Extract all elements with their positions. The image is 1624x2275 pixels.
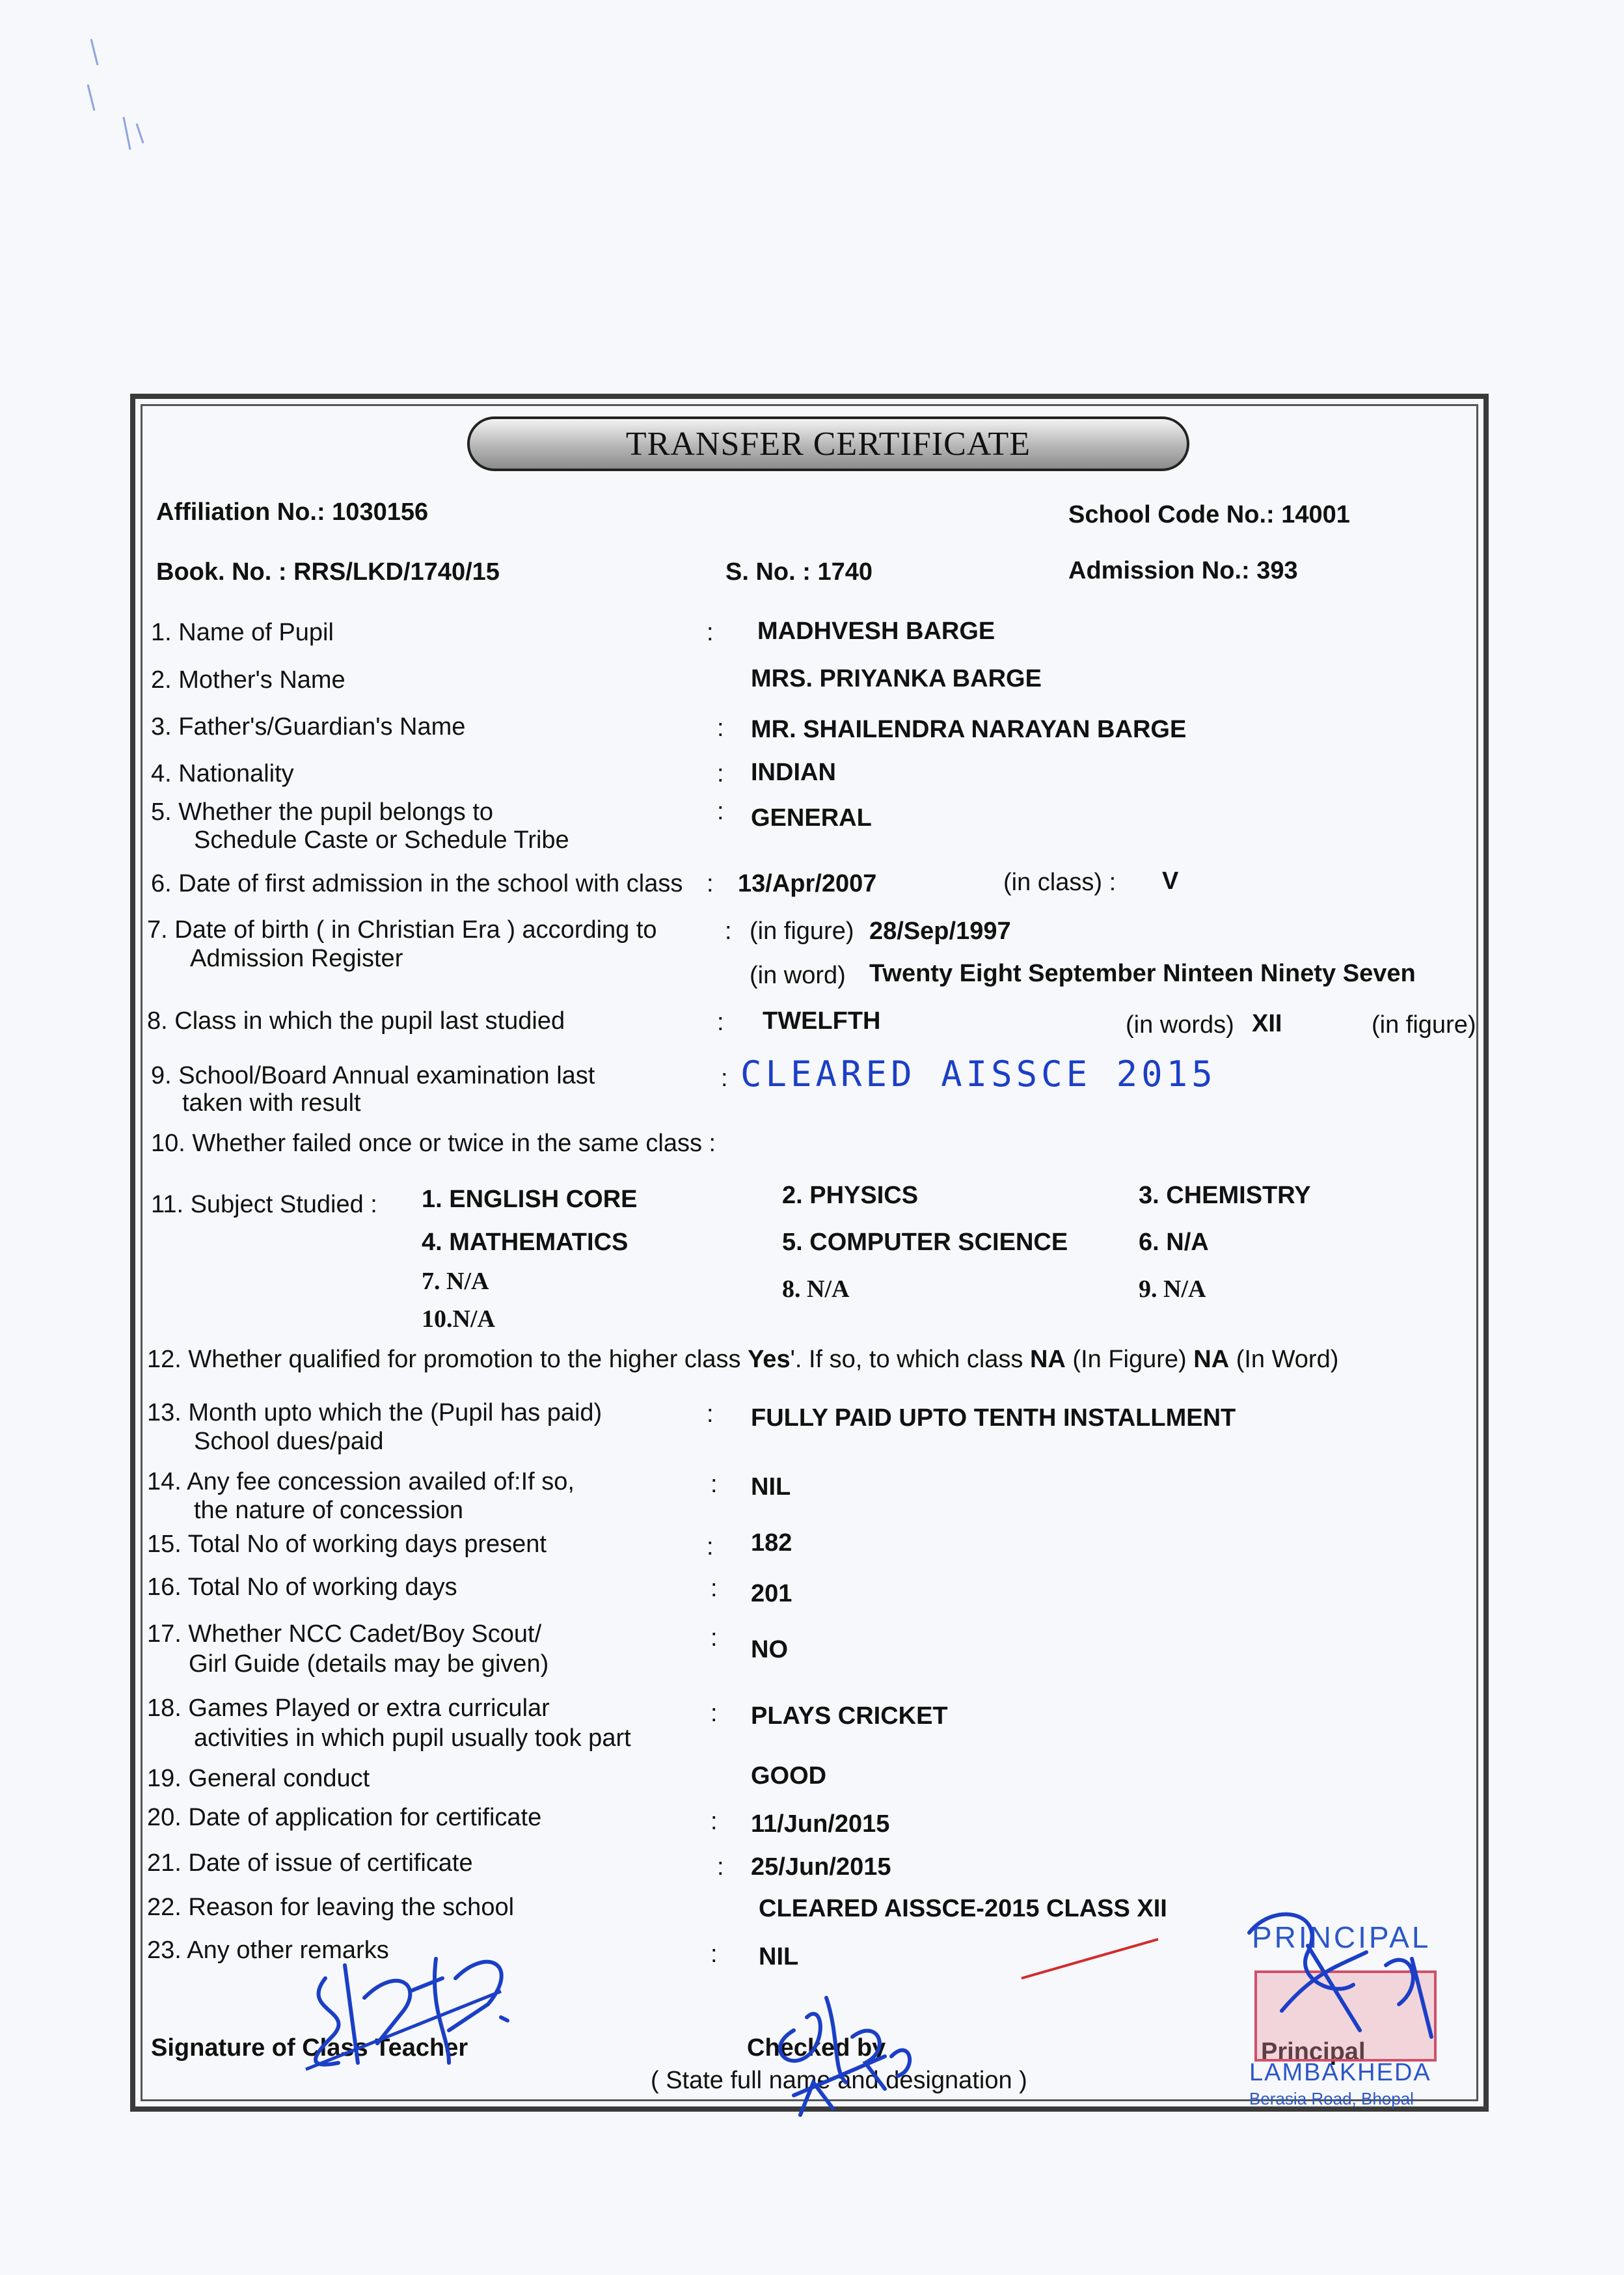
field-reason-label: 22. Reason for leaving the school [147,1894,515,1921]
field-promotion-class-figure: NA [1029,1346,1066,1373]
field-working-days-value: 201 [751,1580,792,1607]
subject-2: 2. PHYSICS [782,1182,919,1209]
field-mothers-name-label: 2. Mother's Name [151,666,345,694]
field-dob-figure-value: 28/Sep/1997 [869,918,1011,945]
field-first-admission-label: 6. Date of first admission in the school with class [151,870,683,897]
colon: : [710,1471,718,1498]
field-last-class-label: 8. Class in which the pupil last studied [147,1007,565,1035]
certificate-title: TRANSFER CERTIFICATE [625,425,1031,463]
class-teacher-signature-label: Signature of Class Teacher [151,2034,468,2062]
field-last-class-figure-value: XII [1252,1010,1282,1037]
field-ncc-label-line2: Girl Guide (details may be given) [189,1650,549,1678]
state-full-name-note: ( State full name and designation ) [651,2067,1027,2094]
field-dob-word-value: Twenty Eight September Ninteen Ninety Seven [869,960,1416,987]
field-promotion-class-word: NA [1193,1346,1230,1373]
colon: : [710,1808,718,1835]
field-first-admission-date: 13/Apr/2007 [738,870,877,897]
checked-by-signature [755,1978,924,2128]
school-code-number: School Code No.: 14001 [1068,501,1350,528]
colon: : [717,1853,724,1881]
colon: : [717,760,724,787]
field-promotion-text-c: (In Figure) [1065,1346,1194,1373]
affiliation-number: Affiliation No.: 1030156 [156,498,429,526]
stamp-school-name: LAMBAKHEDA [1249,2059,1431,2086]
book-number: Book. No. : RRS/LKD/1740/15 [156,558,500,586]
colon: : [710,1941,718,1968]
field-exam-label-line1: 9. School/Board Annual examination last [151,1062,595,1089]
subject-6: 6. N/A [1139,1229,1209,1256]
field-dues-label-line1: 13. Month upto which the (Pupil has paid) [147,1399,602,1426]
field-activities-label-line2: activities in which pupil usually took part [194,1724,631,1752]
field-promotion-text-b: '. If so, to which class [790,1346,1030,1373]
subject-1: 1. ENGLISH CORE [422,1186,638,1213]
field-mothers-name-value: MRS. PRIYANKA BARGE [751,665,1042,692]
field-activities-label-line1: 18. Games Played or extra curricular [147,1695,550,1722]
colon: : [710,1575,718,1602]
field-conduct-label: 19. General conduct [147,1765,370,1792]
margin-ink-marks [72,26,163,156]
field-concession-label-line1: 14. Any fee concession availed of:If so, [147,1468,575,1495]
field-exam-result-handwritten: CLEARED AISSCE 2015 [740,1054,1217,1095]
colon: : [717,798,724,825]
field-last-class-words-value: TWELFTH [763,1007,881,1035]
field-dues-value: FULLY PAID UPTO TENTH INSTALLMENT [751,1404,1236,1432]
field-exam-label-line2: taken with result [182,1089,361,1117]
checked-by-label: Checked by [747,2034,886,2062]
field-days-present-label: 15. Total No of working days present [147,1531,547,1558]
field-name-of-pupil-value: MADHVESH BARGE [757,618,995,645]
field-promotion-text-a: 12. Whether qualified for promotion to the higher class [147,1346,748,1373]
field-application-date-value: 11/Jun/2015 [751,1810,890,1838]
subject-5: 5. COMPUTER SCIENCE [782,1229,1068,1256]
title-banner [467,416,1189,471]
principal-signature [1236,1907,1457,2063]
field-remarks-value: NIL [759,1943,799,1970]
field-name-of-pupil-label: 1. Name of Pupil [151,619,334,646]
field-last-class-figure-label: (in figure) [1372,1011,1476,1039]
colon: : [725,918,732,945]
principal-label: Principal [1261,2038,1366,2065]
serial-number: S. No. : 1740 [725,558,873,586]
field-application-date-label: 20. Date of application for certificate [147,1804,542,1831]
field-fathers-name-value: MR. SHAILENDRA NARAYAN BARGE [751,716,1187,743]
subject-9: 9. N/A [1139,1275,1206,1303]
field-first-admission-class-value: V [1162,867,1179,895]
field-failed-label: 10. Whether failed once or twice in the same class : [151,1130,716,1157]
field-dues-label-line2: School dues/paid [194,1428,384,1455]
colon: : [707,1533,714,1560]
class-teacher-signature [286,1939,534,2082]
colon: : [710,1624,718,1652]
field-ncc-label-line1: 17. Whether NCC Cadet/Boy Scout/ [147,1620,542,1648]
field-promotion-text-d: (In Word) [1229,1346,1339,1373]
colon: : [717,1009,724,1036]
subject-10: 10.N/A [422,1305,495,1333]
field-promotion-line [147,1346,1338,1374]
subject-4: 4. MATHEMATICS [422,1229,629,1256]
field-concession-label-line2: the nature of concession [194,1497,464,1524]
field-days-present-value: 182 [751,1529,792,1557]
field-activities-value: PLAYS CRICKET [751,1702,948,1730]
colon: : [710,1700,718,1727]
field-fathers-name-label: 3. Father's/Guardian's Name [151,713,466,741]
field-dob-label-line1: 7. Date of birth ( in Christian Era ) according to [147,916,657,944]
field-working-days-label: 16. Total No of working days [147,1573,457,1601]
field-first-admission-class-label: (in class) : [1003,869,1116,896]
field-dob-word-label: (in word) [750,962,846,989]
field-ncc-value: NO [751,1636,788,1663]
field-remarks-label: 23. Any other remarks [147,1937,389,1964]
field-conduct-value: GOOD [751,1762,827,1790]
colon: : [707,1400,714,1428]
field-caste-label-line2: Schedule Caste or Schedule Tribe [194,826,569,854]
field-dob-label-line2: Admission Register [190,945,403,972]
stamp-principal-text: PRINCIPAL [1252,1920,1431,1954]
field-concession-value: NIL [751,1473,791,1501]
field-last-class-words-label: (in words) [1126,1011,1234,1039]
colon: : [707,619,714,646]
field-reason-value: CLEARED AISSCE-2015 CLASS XII [759,1895,1167,1922]
field-issue-date-value: 25/Jun/2015 [751,1853,891,1881]
admission-number: Admission No.: 393 [1068,557,1298,584]
red-pen-mark [1015,1933,1171,1985]
stamp-address: Berasia Road, Bhopal [1249,2089,1414,2108]
subject-3: 3. CHEMISTRY [1139,1182,1311,1209]
field-caste-label-line1: 5. Whether the pupil belongs to [151,798,494,826]
field-caste-value: GENERAL [751,804,872,832]
colon: : [717,715,724,742]
colon: : [707,870,714,897]
subject-8: 8. N/A [782,1275,850,1303]
field-promotion-yes: Yes [748,1346,791,1373]
colon: : [721,1065,728,1092]
field-nationality-label: 4. Nationality [151,760,294,787]
field-dob-figure-label: (in figure) [750,918,854,945]
field-issue-date-label: 21. Date of issue of certificate [147,1849,473,1877]
subject-7: 7. N/A [422,1268,489,1295]
field-nationality-value: INDIAN [751,759,836,786]
field-subjects-label: 11. Subject Studied : [151,1191,377,1218]
